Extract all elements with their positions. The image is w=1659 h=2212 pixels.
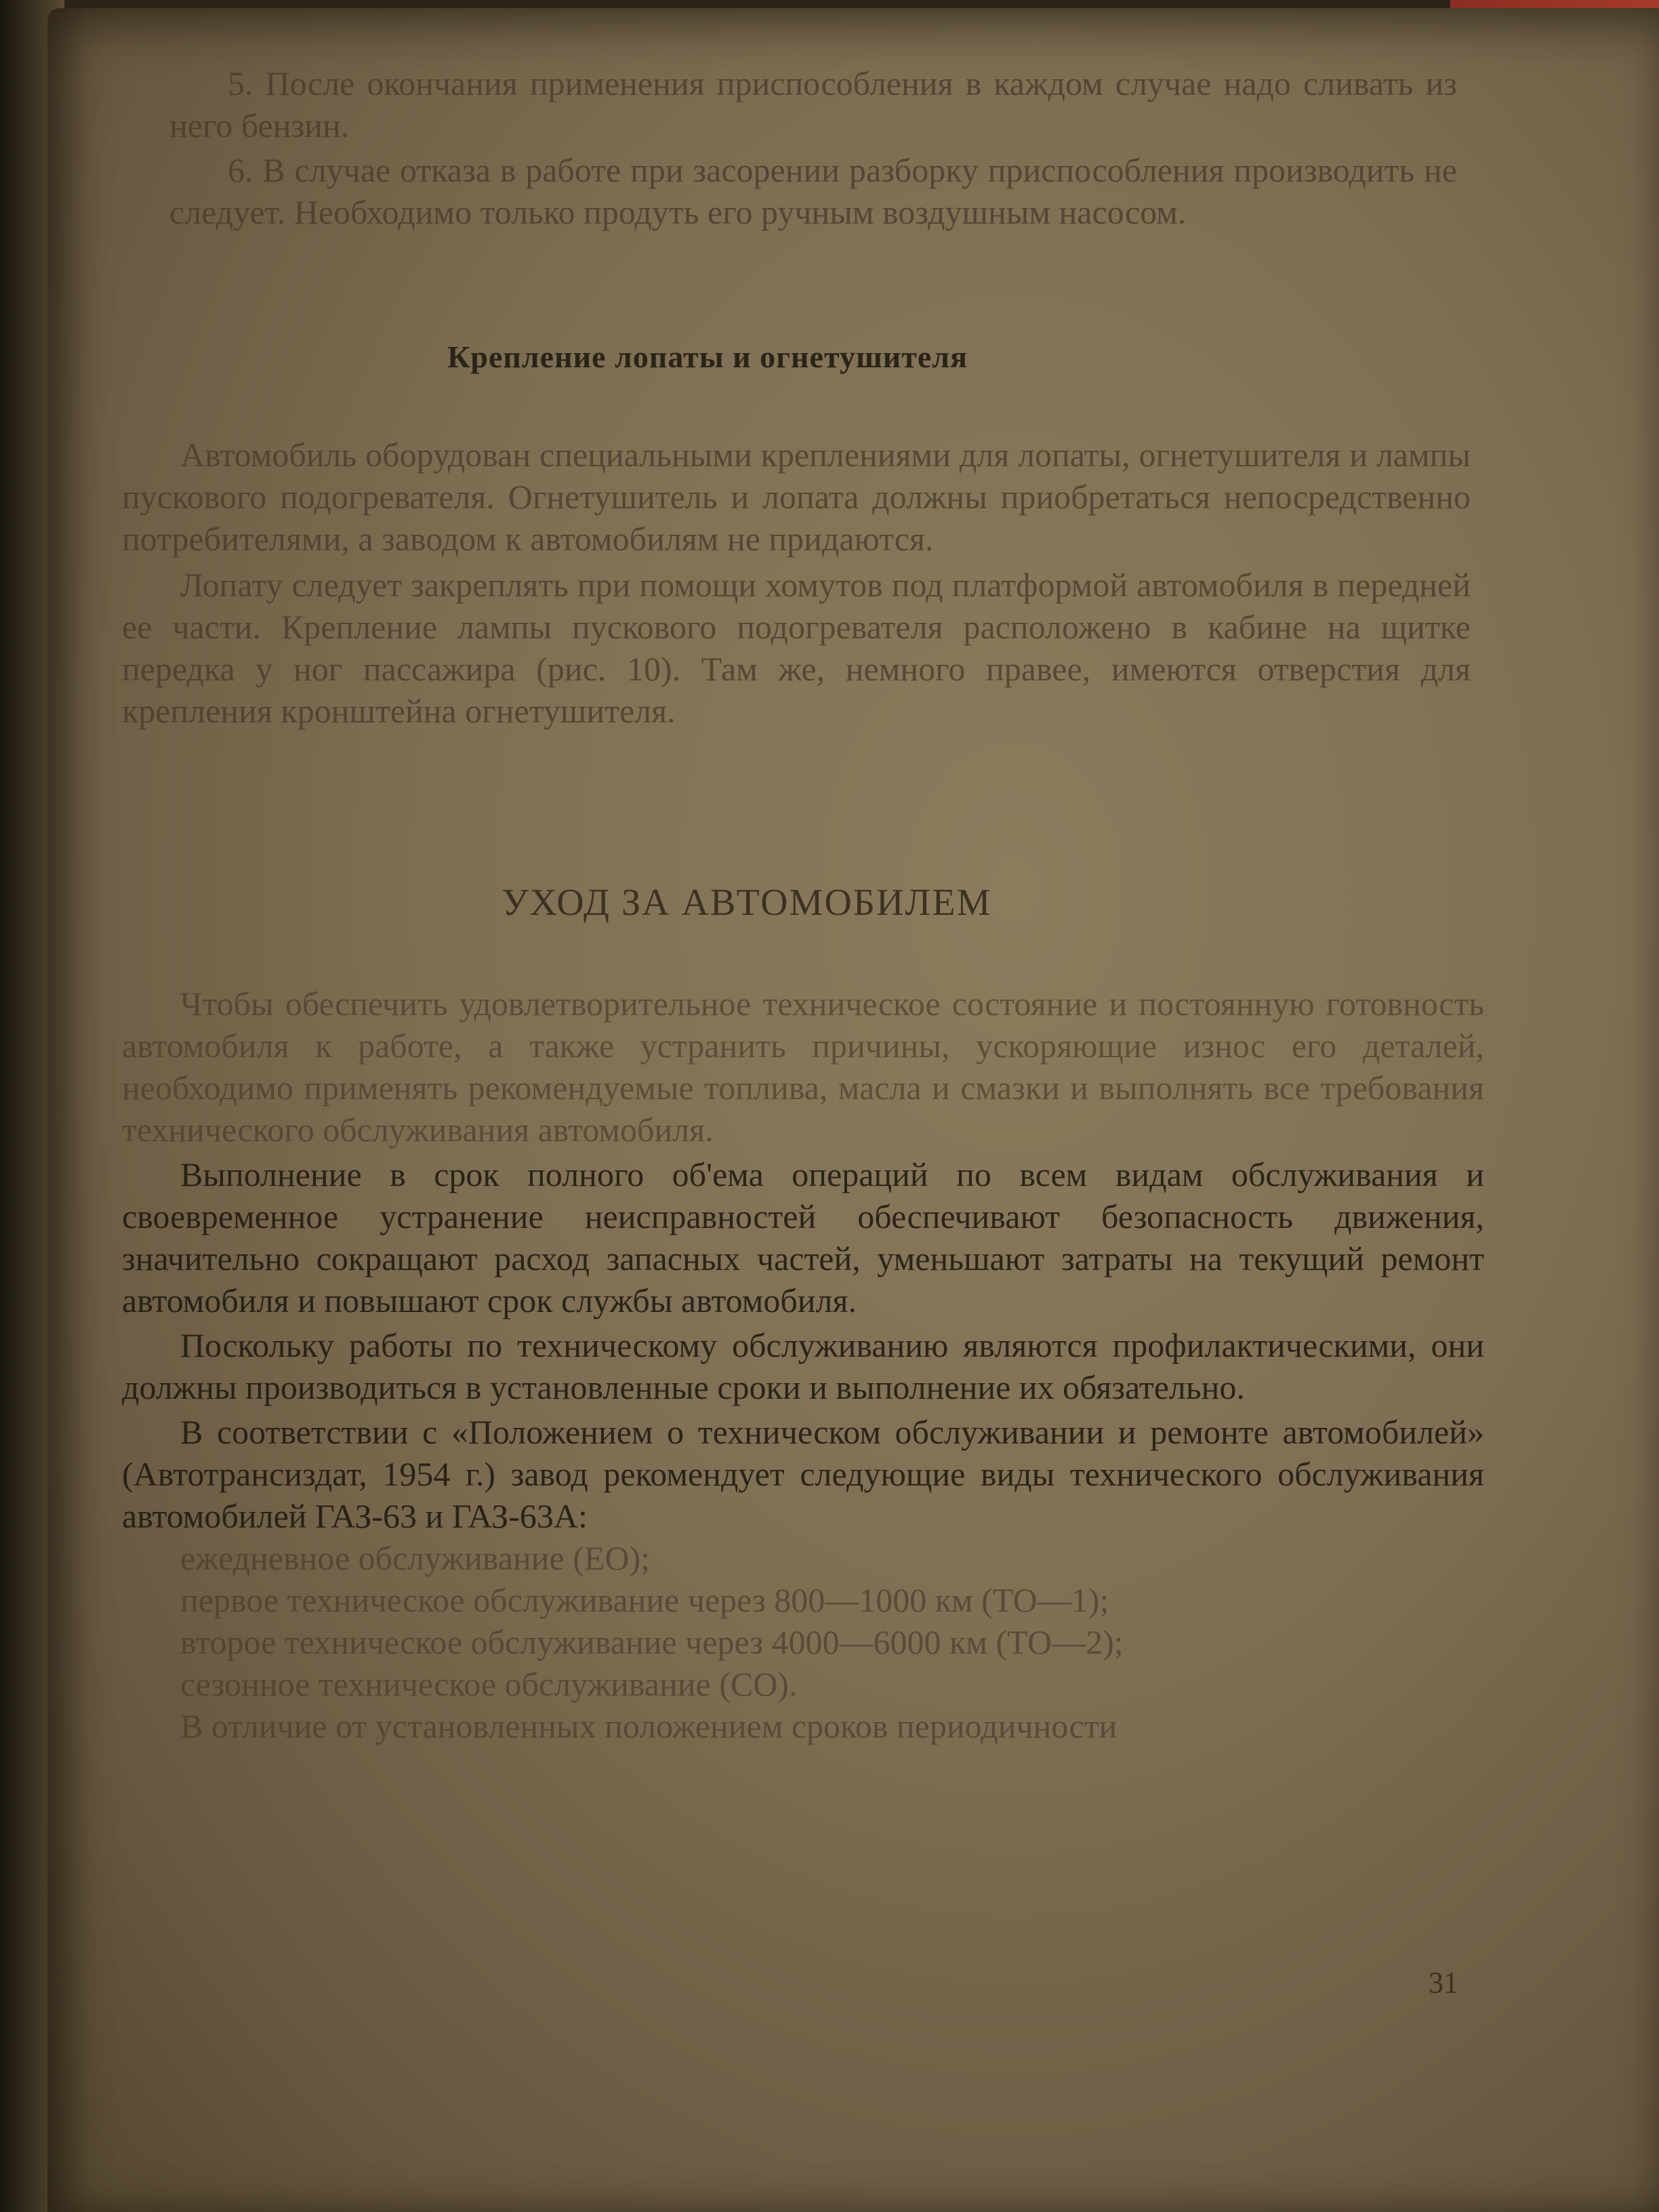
care-paragraph-1: Чтобы обеспечить удовлетворительное техническое состояние и постоянную готовность автомобиля к работе, а также устранить причины, ускоряющие износ его деталей, необходимо применять рекомендуемые топлива, масла и смазки и выполнять все требования технического обслуживания автомобиля. [122, 985, 1484, 1149]
maintenance-item-to2: второе техническое обслуживание через 4000—6000 км (ТО—2); [180, 1623, 1124, 1661]
section-subheading: Крепление лопаты и огнетушителя [447, 340, 968, 374]
care-paragraph-4: В соответствии с «Положением о техническом обслуживании и ремонте автомобилей» (Автотрансиздат, 1954 г.) завод рекомендует следующие виды технического обслуживания автомобилей ГАЗ-63 и ГАЗ-63А: [122, 1413, 1484, 1535]
maintenance-item-eo: ежедневное обслуживание (ЕО); [180, 1539, 651, 1577]
instructions-block [169, 62, 1457, 233]
maintenance-item-so: сезонное техническое обслуживание (СО). [180, 1665, 798, 1703]
care-paragraph-5: В отличие от установленных положением сроков периодичности [180, 1707, 1118, 1745]
shovel-extinguisher-block [122, 434, 1471, 732]
mounting-paragraph-2: Лопату следует закреплять при помощи хомутов под платформой автомобиля в передней ее части. Крепление лампы пускового подогревателя расположено в кабине на щитке передка у ног пассажира (рис. 10). Там же, немного правее, имеются отверстия для крепления кронштейна огнетушителя. [122, 566, 1471, 730]
instruction-6: 6. В случае отказа в работе при засорении разборку приспособления производить не следует. Необходимо только продуть его ручным воздушным насосом. [169, 151, 1457, 231]
page-number: 31 [1429, 1966, 1458, 1999]
chapter-heading: УХОД ЗА АВТОМОБИЛЕМ [501, 882, 992, 924]
care-paragraph-3: Поскольку работы по техническому обслуживанию являются профилактическими, они должны производиться в установленные сроки и выполнение их обязательно. [122, 1326, 1484, 1406]
care-paragraph-2: Выполнение в срок полного об'ема операций по всем видам обслуживания и своевременное устранение неисправностей обеспечивают безопасность движения, значительно сокращают расход запасных частей, уменьшают затраты на текущий ремонт автомобиля и повышают срок службы автомобиля. [122, 1155, 1484, 1319]
mounting-paragraph-1: Автомобиль оборудован специальными креплениями для лопаты, огнетушителя и лампы пускового подогревателя. Огнетушитель и лопата должны приобретаться непосредственно потребителями, а заводом к автомобилям не придаются. [122, 436, 1471, 558]
maintenance-item-to1: первое техническое обслуживание через 800—1000 км (ТО—1); [180, 1581, 1109, 1619]
care-block [122, 983, 1484, 1747]
instruction-5: 5. После окончания применения приспособления в каждом случае надо сливать из него бензин. [169, 64, 1457, 144]
